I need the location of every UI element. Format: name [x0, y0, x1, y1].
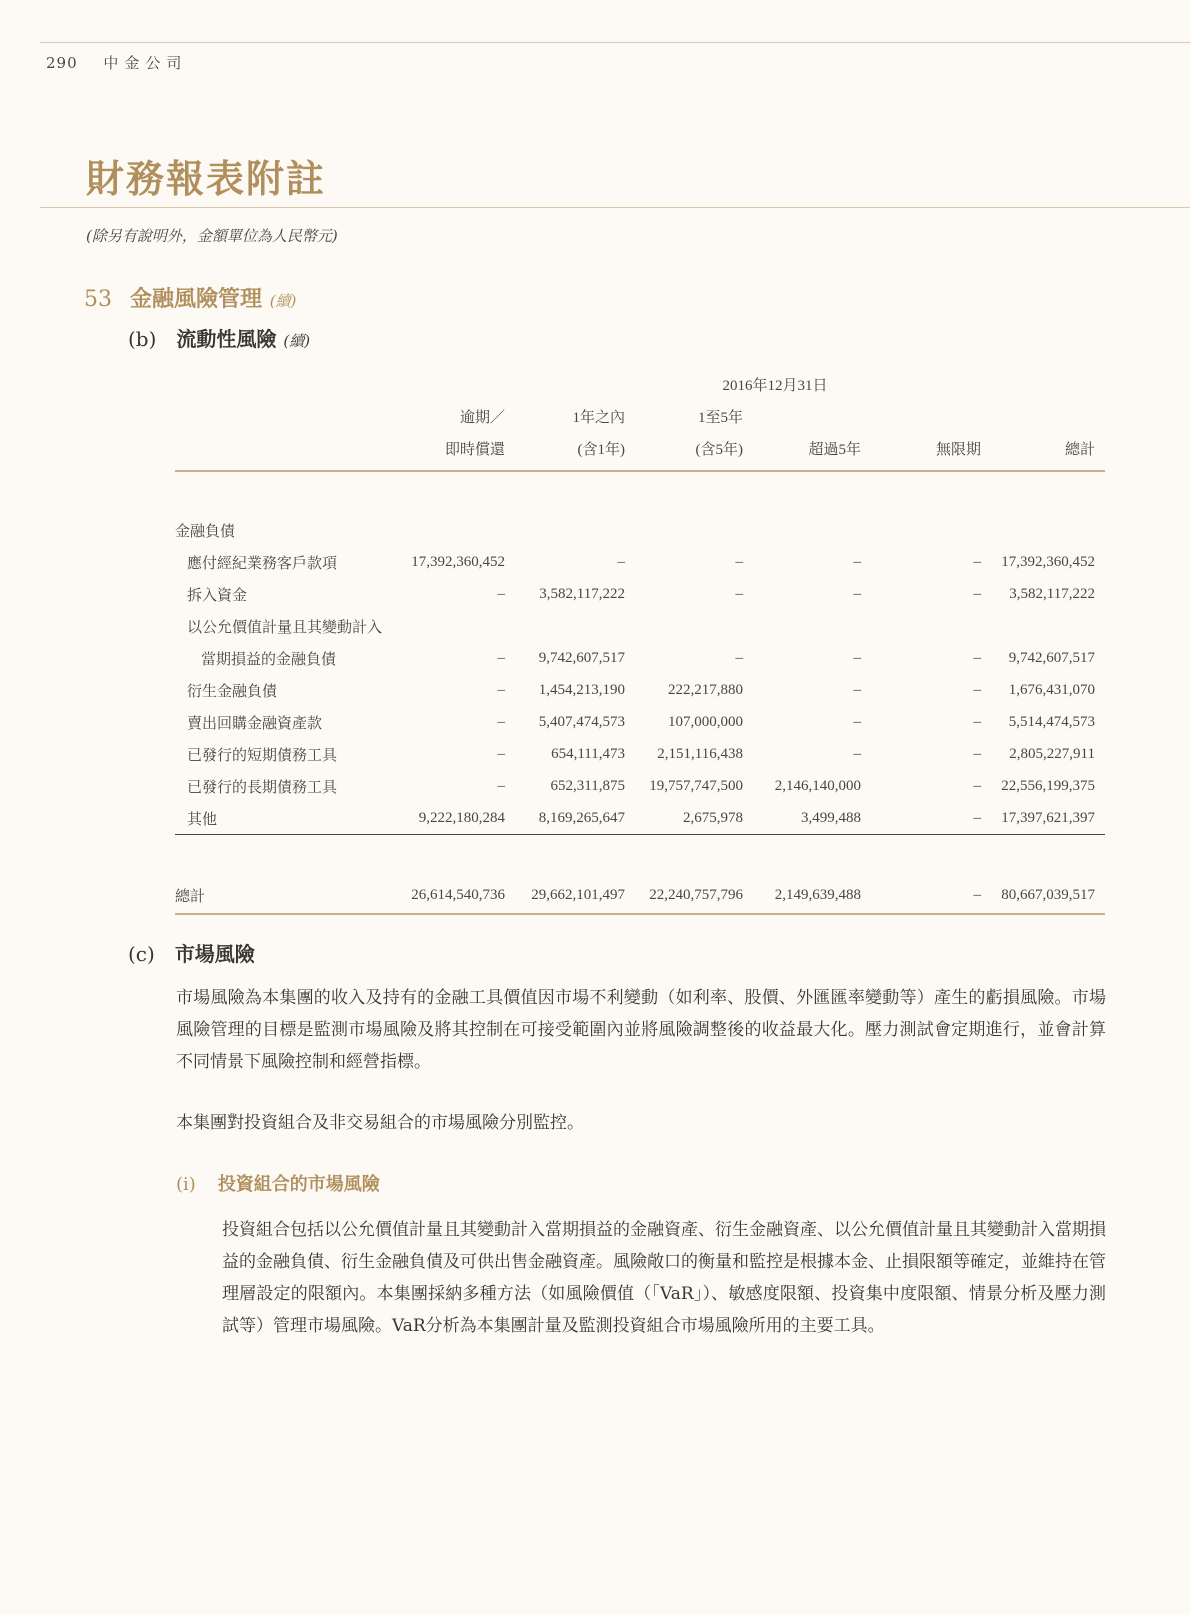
col-header: [861, 400, 981, 432]
subsection-b-title: 流動性風險: [176, 327, 277, 351]
page-number: 290: [46, 54, 78, 72]
table-row: 拆入資金 – 3,582,117,222 – – – 3,582,117,222: [187, 585, 1095, 604]
title-rule: [40, 207, 1190, 208]
table-row: 已發行的短期債務工具 – 654,111,473 2,151,116,438 – – 2,805,227,911: [187, 745, 1095, 764]
col-header: (含5年): [695, 441, 743, 458]
section-cont: (續): [269, 292, 297, 310]
company-name: 中金公司: [103, 54, 188, 72]
section-heading: [84, 282, 296, 313]
page-title: 財務報表附註: [86, 156, 327, 201]
table-row: 賣出回購金融資產款 – 5,407,474,573 107,000,000 – – 5,514,474,573: [187, 713, 1095, 732]
page-header: [46, 52, 187, 73]
group-label: 金融負債: [175, 523, 236, 540]
col-header: 1年之內: [572, 409, 625, 426]
table-row: 應付經紀業務客戶款項 17,392,360,452 – – – – 17,392,360,452: [187, 553, 1095, 572]
col-header: 即時償還: [444, 441, 505, 458]
subsection-c-label: (c): [128, 942, 155, 966]
subsection-c-heading: [128, 938, 255, 967]
col-header: 超過5年: [808, 441, 861, 458]
table-row: 其他 9,222,180,284 8,169,265,647 2,675,978 3,499,488 – 17,397,621,397: [175, 802, 1105, 835]
subsection-b-heading: [128, 323, 310, 352]
col-header: 逾期／: [459, 409, 505, 426]
currency-note: (除另有說明外，金額單位為人民幣元): [86, 227, 338, 245]
portfolio-risk-paragraph: 投資組合包括以公允價值計量且其變動計入當期損益的金融資產、衍生金融資產、以公允價值計量且其變動計入當期損益的金融負債、衍生金融負債及可供出售金融資產。風險敞口的衡量和監控是根據本金、止損限額等確定，並維持在管理層設定的限額內。本集團採納多種方法（如風險價值（「VaR」）、敏感度限額、投資集中度限額、情景分析及壓力測試等）管理市場風險。VaR分析為本集團計量及監測投資組合市場風險所用的主要工具。: [222, 1220, 1106, 1336]
table-row: 衍生金融負債 – 1,454,213,190 222,217,880 – – 1,676,431,070: [187, 681, 1095, 700]
col-header: 總計: [1064, 441, 1095, 458]
table-row: 當期損益的金融負債 – 9,742,607,517 – – – 9,742,607,517: [201, 649, 1095, 668]
subsection-i-label: (i): [176, 1174, 196, 1195]
subsection-c-title: 市場風險: [174, 942, 255, 966]
table-total-row: 總計 26,614,540,736 29,662,101,497 22,240,757,796 2,149,639,488 – 80,667,039,517: [175, 877, 1105, 914]
section-title: 金融風險管理: [130, 286, 263, 312]
col-header: [981, 400, 1105, 432]
table-row: 已發行的長期債務工具 – 652,311,875 19,757,747,500 2,146,140,000 – 22,556,199,375: [187, 777, 1095, 796]
header-rule: [40, 42, 1190, 43]
monitoring-paragraph: 本集團對投資組合及非交易組合的市場風險分別監控。: [176, 1113, 584, 1133]
subsection-b-cont: (續): [283, 332, 311, 350]
col-header: 1至5年: [697, 409, 743, 426]
subsection-i-title: 投資組合的市場風險: [217, 1174, 380, 1195]
section-number: 53: [84, 287, 112, 312]
table-row: 以公允價值計量且其變動計入: [187, 619, 383, 636]
table-date: 2016年12月31日: [722, 377, 828, 394]
subsection-i-heading: [176, 1170, 380, 1196]
subsection-b-label: (b): [128, 327, 157, 351]
liquidity-table: [175, 368, 1105, 915]
col-header: (含1年): [577, 441, 625, 458]
market-risk-paragraph: 市場風險為本集團的收入及持有的金融工具價值因市場不利變動（如利率、股價、外匯匯率變動等）產生的虧損風險。市場風險管理的目標是監測市場風險及將其控制在可接受範圍內並將風險調整後的收益最大化。壓力測試會定期進行，並會計算不同情景下風險控制和經營指標。: [176, 988, 1106, 1072]
col-header: 無限期: [935, 441, 981, 458]
col-header: [743, 400, 861, 432]
